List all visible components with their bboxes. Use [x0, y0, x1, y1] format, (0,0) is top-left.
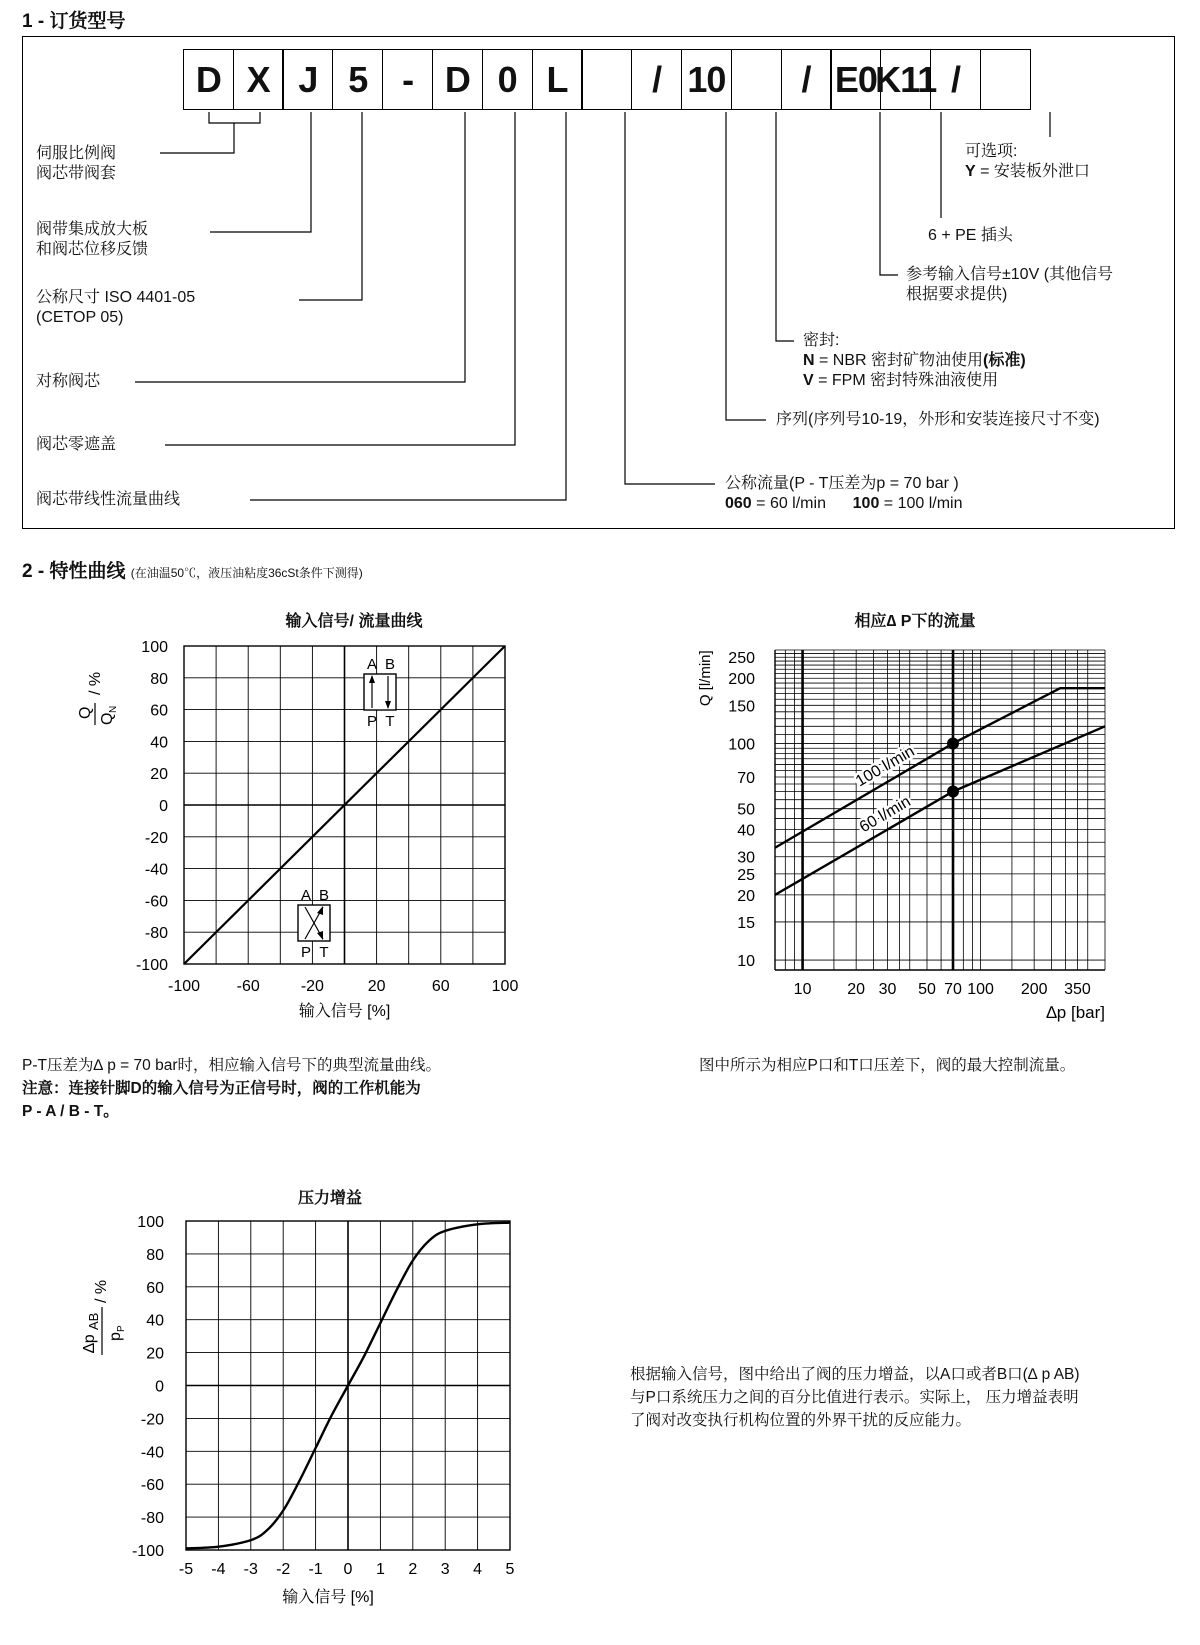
- y-axis-label: [81, 1280, 127, 1355]
- y-tick-label: 250: [728, 650, 755, 668]
- y-tick-label: 200: [728, 671, 755, 689]
- order-code-cell-3: 5: [332, 49, 383, 110]
- y-tick-label: -60: [144, 893, 168, 911]
- x-axis-label: 输入信号 [%]: [298, 1003, 391, 1020]
- valve-symbol-pb-label-a: A: [300, 887, 312, 904]
- x-tick-label: 5: [505, 1561, 515, 1578]
- label-servo: 伺服比例阀 阀芯带阀套: [36, 145, 117, 182]
- x-tick-label: -2: [276, 1561, 291, 1578]
- label-signal: 参考输入信号±10V (其他信号 根据要求提供): [906, 266, 1114, 303]
- y-tick-label: 20: [737, 887, 755, 905]
- section1-title: 1 - 订货型号: [22, 11, 126, 32]
- x-tick-label: 60: [431, 978, 450, 995]
- x-tick-label: -4: [211, 1561, 226, 1578]
- x-tick-label: 70: [944, 981, 962, 998]
- x-tick-label: 1: [375, 1561, 385, 1578]
- chart1-note-1: P-T压差为∆ p = 70 bar时，相应输入信号下的典型流量曲线。: [22, 1057, 441, 1074]
- x-tick-label: 200: [1020, 981, 1048, 998]
- chart2-note: 图中所示为相应P口和T口压差下，阀的最大控制流量。: [699, 1057, 1076, 1074]
- y-tick-label: 40: [737, 822, 755, 840]
- chart3-title: 压力增益: [297, 1190, 362, 1207]
- x-tick-label: -5: [178, 1561, 194, 1578]
- valve-symbol-pa-box: [364, 674, 396, 710]
- x-tick-label: -3: [243, 1561, 258, 1578]
- order-code-cell-4: -: [382, 49, 433, 110]
- valve-symbol-pb-label-p: P: [300, 944, 312, 961]
- x-tick-label: 100: [967, 981, 994, 998]
- y-tick-label: 60: [150, 702, 168, 720]
- x-axis-label: ∆p [bar]: [1046, 1003, 1105, 1022]
- y-tick-label: 30: [737, 849, 755, 867]
- y-tick-label: 80: [150, 670, 168, 688]
- order-code-cell-2: J: [282, 49, 333, 110]
- order-code-cell-10: 10: [681, 49, 732, 110]
- order-code-cell-1: X: [233, 49, 284, 110]
- y-tick-label: 100: [141, 639, 168, 656]
- valve-symbol-pa-label-a: A: [366, 656, 378, 673]
- order-code-cell-15: /: [930, 49, 981, 110]
- x-tick-label: 100: [491, 978, 519, 995]
- y-tick-label: -40: [144, 861, 168, 879]
- chart1-note-3: P - A / B - T。: [22, 1103, 119, 1120]
- label-size: 公称尺寸 ISO 4401-05 (CETOP 05): [36, 289, 196, 326]
- label-zero-lap: 阀芯零遮盖: [36, 436, 117, 453]
- chart2-title: 相应∆ P下的流量: [854, 613, 976, 630]
- label-amplifier: 阀带集成放大板 和阀芯位移反馈: [36, 221, 149, 258]
- order-code-cell-13: E0: [830, 49, 881, 110]
- valve-symbol-pa-label-b: B: [384, 656, 396, 673]
- label-seal: 密封: N = NBR 密封矿物油使用(标准) V = FPM 密封特殊油液使用: [803, 332, 1026, 389]
- label-plug: 6 + PE 插头: [928, 227, 1013, 244]
- x-tick-label: 4: [473, 1561, 483, 1578]
- y-label-sub-p: P: [116, 1325, 127, 1332]
- y-label-dp: ∆p: [81, 1334, 98, 1353]
- order-code-cell-9: /: [631, 49, 682, 110]
- order-code-cell-5: D: [432, 49, 483, 110]
- section2-title: 2 - 特性曲线 (在油温50℃，液压油粘度36cSt条件下测得): [22, 561, 363, 582]
- x-tick-label: 50: [918, 981, 936, 998]
- label-series: 序列(序列号10-19，外形和安装连接尺寸不变): [776, 411, 1100, 428]
- x-tick-label: 2: [408, 1561, 418, 1578]
- order-code-cell-14: K11: [880, 49, 931, 110]
- y-label-pct: / %: [87, 671, 104, 695]
- y-tick-label: 40: [150, 734, 168, 752]
- y-tick-label: 50: [737, 801, 755, 819]
- y-tick-label: -100: [131, 1543, 164, 1560]
- chart3-pressure-gain: [0, 1208, 560, 1633]
- x-tick-label: -100: [167, 978, 201, 995]
- y-label-n: N: [108, 705, 119, 713]
- y-tick-label: 60: [146, 1279, 164, 1297]
- chart3-note-3: 了阀对改变执行机构位置的外界干扰的反应能力。: [630, 1412, 972, 1429]
- chart2-flow-vs-dp: [680, 630, 1200, 1045]
- y-tick-label: -60: [140, 1477, 164, 1495]
- y-tick-label: 100: [728, 736, 755, 754]
- y-tick-label: 25: [737, 866, 755, 884]
- y-tick-label: -20: [140, 1411, 164, 1429]
- valve-symbol-pb-label-t: T: [319, 944, 329, 961]
- y-tick-label: 20: [150, 766, 168, 784]
- chart3-note-1: 根据输入信号，图中给出了阀的压力增益，以A口或者B口(∆ p AB): [630, 1366, 1080, 1383]
- y-label-pct: / %: [93, 1279, 110, 1303]
- y-label-p: p: [107, 1332, 124, 1341]
- order-code-cell-0: D: [183, 49, 234, 110]
- y-label-ab: AB: [86, 1312, 101, 1330]
- y-tick-label: 0: [155, 1378, 164, 1396]
- x-tick-label: 20: [847, 981, 866, 998]
- x-tick-label: -1: [308, 1561, 323, 1578]
- label-linear: 阀芯带线性流量曲线: [36, 491, 181, 508]
- x-tick-label: 30: [878, 981, 897, 998]
- x-tick-label: 3: [440, 1561, 450, 1578]
- label-flow: 公称流量(P - T压差为p = 70 bar ) 060 = 60 l/min 100 = 100 l/min: [725, 475, 963, 512]
- x-axis-label: 输入信号 [%]: [282, 1589, 374, 1606]
- series-label-60: 60 l/min: [856, 793, 914, 837]
- order-code-cell-6: 0: [482, 49, 533, 110]
- y-tick-label: 20: [146, 1345, 164, 1363]
- order-code-cell-12: /: [781, 49, 832, 110]
- y-tick-label: 150: [728, 698, 755, 716]
- order-code-cell-7: L: [532, 49, 583, 110]
- y-label-qn: Q: [99, 712, 116, 725]
- valve-symbol-pa-label-p: P: [366, 713, 378, 730]
- valve-symbol-pa-label-t: T: [385, 713, 395, 730]
- y-tick-label: -100: [135, 957, 168, 974]
- chart1-flow-curve: [0, 630, 560, 1040]
- series-label-100: 100 l/min: [852, 742, 918, 791]
- chart3-note-2: 与P口系统压力之间的百分比值进行表示。实际上， 压力增益表明: [630, 1389, 1079, 1406]
- y-tick-label: 40: [146, 1312, 164, 1330]
- operating-point-marker: [947, 786, 959, 798]
- y-axis-label: Q [l/min]: [697, 650, 714, 707]
- x-tick-label: -60: [236, 978, 260, 995]
- x-tick-label: 350: [1064, 981, 1091, 998]
- y-tick-label: -20: [144, 829, 168, 847]
- y-tick-label: 0: [159, 798, 168, 815]
- y-tick-label: 80: [146, 1246, 164, 1264]
- x-tick-label: 20: [367, 978, 386, 995]
- y-axis-label: [77, 672, 119, 725]
- x-tick-label: -20: [300, 978, 324, 995]
- label-symmetric: 对称阀芯: [36, 373, 101, 390]
- valve-symbol-pb-label-b: B: [318, 887, 330, 904]
- y-tick-label: -80: [144, 925, 168, 943]
- x-tick-label: 0: [343, 1561, 353, 1578]
- x-tick-label: 10: [793, 981, 812, 998]
- chart1-title: 输入信号/ 流量曲线: [285, 613, 423, 630]
- y-label-q: Q: [77, 706, 94, 719]
- y-tick-label: 10: [737, 953, 755, 971]
- chart1-note-2: 注意：连接针脚D的输入信号为正信号时，阀的工作机能为: [22, 1080, 421, 1097]
- y-tick-label: 70: [737, 770, 755, 788]
- operating-point-marker: [947, 737, 959, 749]
- y-tick-label: -80: [140, 1510, 164, 1528]
- y-tick-label: 15: [737, 914, 755, 932]
- y-tick-label: 100: [137, 1214, 164, 1231]
- label-optional: 可选项: Y = 安装板外泄口: [965, 143, 1090, 180]
- y-tick-label: -40: [140, 1444, 164, 1462]
